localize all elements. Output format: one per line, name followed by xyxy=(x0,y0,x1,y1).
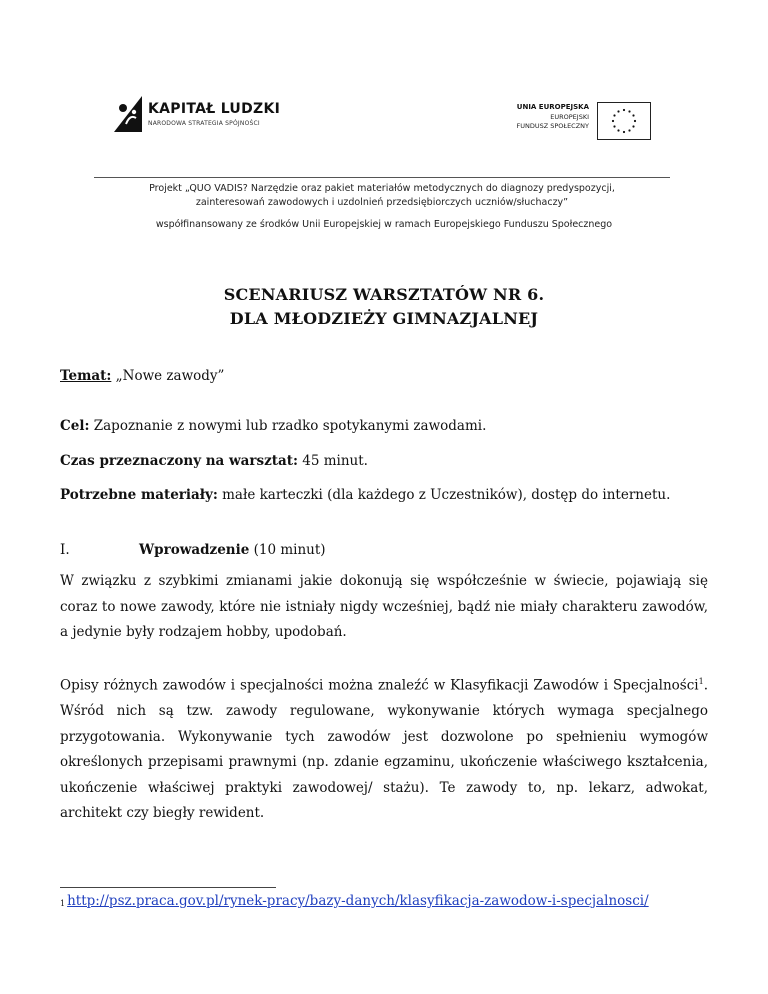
eu-line2: EUROPEJSKI xyxy=(550,113,589,121)
document-title xyxy=(94,283,674,331)
project-description xyxy=(94,182,670,210)
topic-label: Temat: xyxy=(60,368,112,384)
kapital-ludzki-logo xyxy=(112,94,280,134)
footnote-link[interactable]: http://psz.praca.gov.pl/rynek-pracy/bazy-danych/klasyfikacja-zawodow-i-specjalnosci/ xyxy=(67,893,649,909)
duration-label: Czas przeznaczony na warsztat: xyxy=(60,453,298,469)
goal-label: Cel: xyxy=(60,418,90,434)
paragraph-2 xyxy=(60,669,708,827)
paragraph-2-start: Opisy różnych zawodów i specjalności można znaleźć w Klasyfikacji Zawodów i Specjalności xyxy=(60,677,699,694)
footnote-number: 1 xyxy=(60,899,66,908)
section-title: Wprowadzenie xyxy=(139,542,250,558)
paragraph-2-rest: . Wśród nich są tzw. zawody regulowane, wykonywanie których wymaga specjalnego przygotowania. Wykonywanie tych zawodów jest dozwolone po spełnieniu wymogów określonych przepisami prawnymi (np. zdanie egzaminu, ukończenie właściwego kształcenia, ukończenie właściwej praktyki zawodowej/ stażu). Te zawody to, np. lekarz, adwokat, architekt czy biegły rewident. xyxy=(60,677,708,821)
project-line-2: zainteresowań zawodowych i uzdolnień przedsiębiorczych uczniów/słuchaczy” xyxy=(195,197,569,208)
duration-value: 45 minut. xyxy=(297,453,368,469)
paragraph-1: W związku z szybkimi zmianami jakie dokonują się współcześnie w świecie, pojawiają się coraz to nowe zawody, które nie istniały nigdy wcześniej, bądź nie miały charakteru zawodów, a jedynie były rodzajem hobby, upodobań. xyxy=(60,573,708,640)
footnote-reference[interactable]: 1 xyxy=(698,677,704,686)
kl-title: KAPITAŁ LUDZKI xyxy=(148,101,281,117)
section-number: I. xyxy=(60,542,70,558)
kl-subtitle: NARODOWA STRATEGIA SPÓJNOŚCI xyxy=(148,120,260,127)
eu-flag-icon xyxy=(597,102,651,140)
goal-field xyxy=(60,416,710,436)
materials-field xyxy=(60,485,710,505)
section-heading xyxy=(60,542,326,558)
topic-field xyxy=(60,366,710,386)
eu-title: UNIA EUROPEJSKA xyxy=(516,103,589,111)
section-duration: (10 minut) xyxy=(249,542,326,558)
goal-value: Zapoznanie z nowymi lub rzadko spotykanymi zawodami. xyxy=(89,418,487,434)
footnote-divider xyxy=(60,887,276,888)
document-header xyxy=(0,0,768,230)
eu-line3: FUNDUSZ SPOŁECZNY xyxy=(516,122,589,130)
duration-field xyxy=(60,451,710,471)
footnote xyxy=(60,892,700,911)
header-divider xyxy=(94,177,670,178)
cofinancing-note: współfinansowany ze środków Unii Europejskiej w ramach Europejskiego Funduszu Społecznego xyxy=(155,219,613,230)
kapital-ludzki-icon xyxy=(112,94,144,134)
eu-logo xyxy=(497,102,651,140)
title-line-1: SCENARIUSZ WARSZTATÓW NR 6. xyxy=(223,285,545,304)
topic-value: „Nowe zawody” xyxy=(111,368,225,384)
title-line-2: DLA MŁODZIEŻY GIMNAZJALNEJ xyxy=(229,309,539,328)
materials-value: małe karteczki (dla każdego z Uczestników), dostęp do internetu. xyxy=(217,487,671,503)
materials-label: Potrzebne materiały: xyxy=(60,487,218,503)
project-line-1: Projekt „QUO VADIS? Narzędzie oraz pakiet materiałów metodycznych do diagnozy predyspozycji, xyxy=(149,183,615,194)
